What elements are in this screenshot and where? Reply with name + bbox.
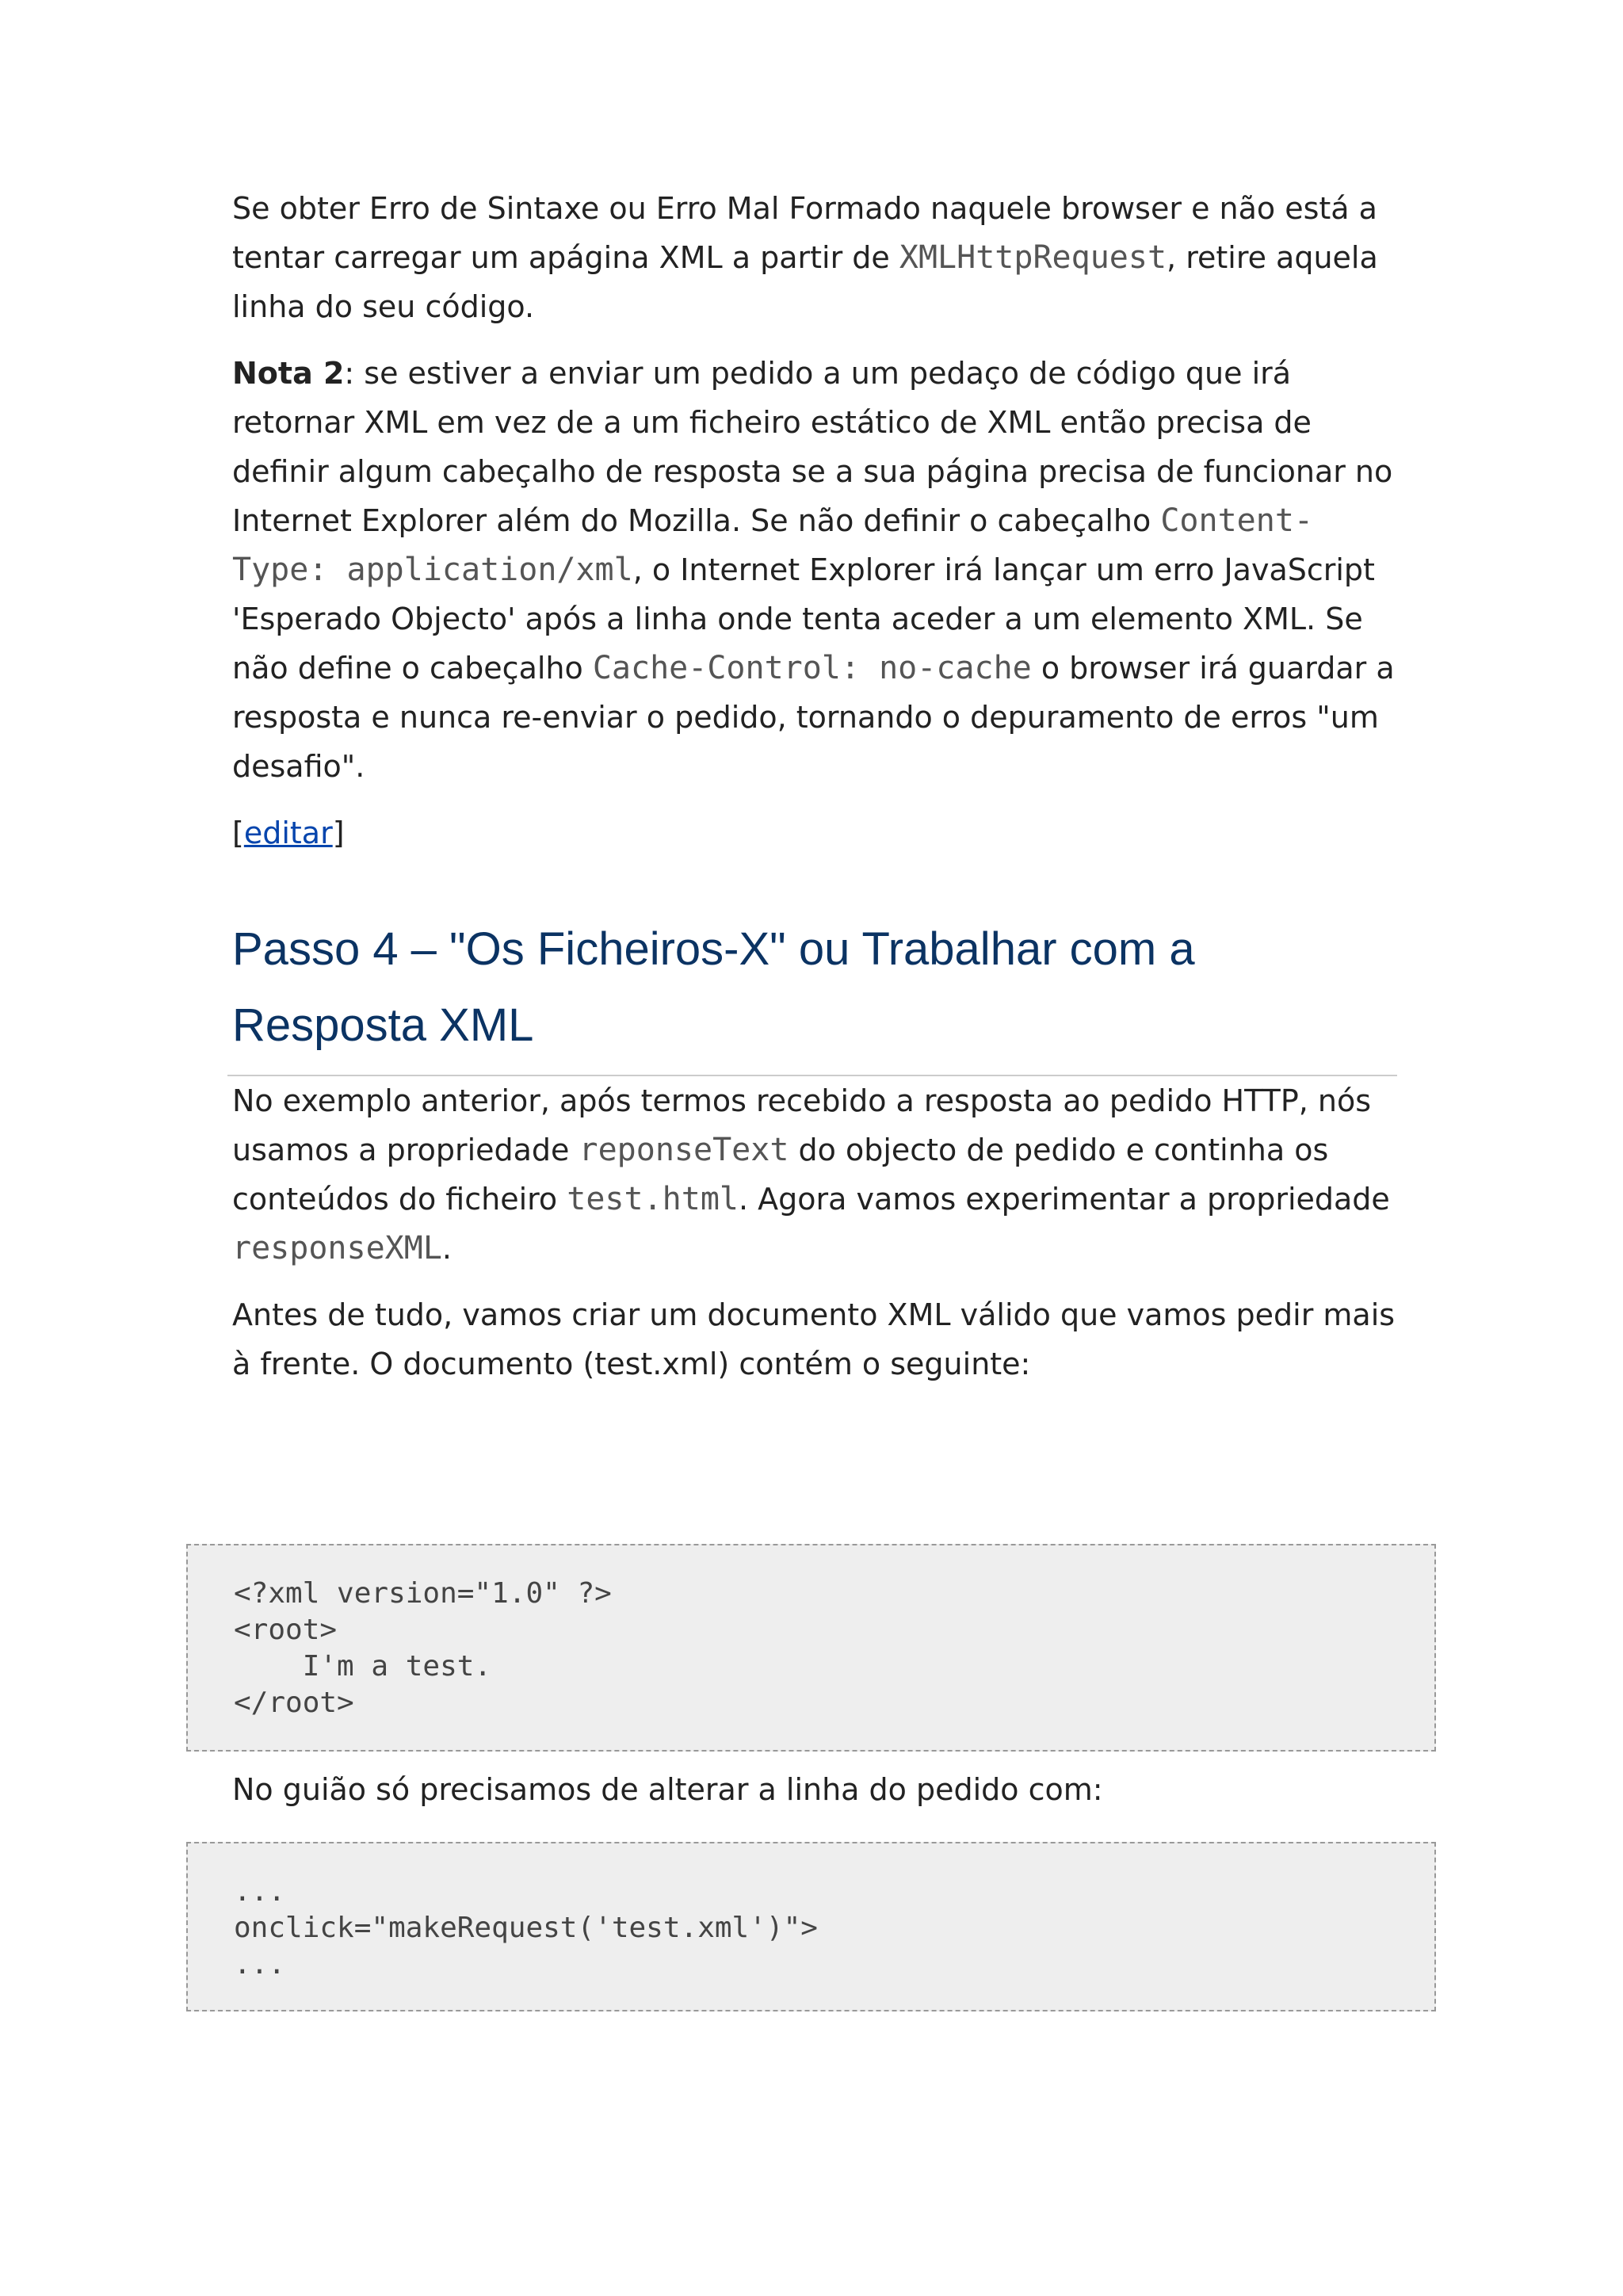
paragraph-text: Se obter Erro de Sintaxe ou Erro Mal Formado naquele browser e não está a tentar carregar um apágina XML a partir de xyxy=(232,191,1377,275)
paragraph-text: , o Internet Explorer irá lançar um erro JavaScript 'Esperado Objecto' após a linha onde tenta aceder a um elemento XML. Se não define o cabeçalho xyxy=(232,552,1375,686)
inline-code: responseXML xyxy=(232,1230,442,1266)
paragraph-create-xml: Antes de tudo, vamos criar um documento XML válido que vamos pedir mais à frente. O documento (test.xml) contém o seguinte: xyxy=(232,1297,1396,1381)
article-content xyxy=(232,184,1397,1406)
edit-link[interactable]: editar xyxy=(243,816,333,850)
note-label: Nota 2 xyxy=(232,356,345,391)
section-heading: Passo 4 – "Os Ficheiros-X" ou Trabalhar com a Resposta XML xyxy=(227,911,1397,1076)
paragraph-syntax-error xyxy=(232,184,1397,331)
paragraph-script-change: No guião só precisamos de alterar a linha do pedido com: xyxy=(232,1772,1103,1807)
paragraph-text: . Agora vamos experimentar a propriedade xyxy=(739,1182,1390,1217)
xml-code-block: <?xml version="1.0" ?> <root> I'm a test. </root> xyxy=(186,1544,1436,1752)
inline-code: test.html xyxy=(567,1181,739,1217)
bracket-open: [ xyxy=(232,816,244,850)
paragraph-text: o browser irá guardar a resposta e nunca re-enviar o pedido, tornando o depuramento de erros "um desafio". xyxy=(232,651,1395,784)
paragraph-note-2 xyxy=(232,349,1397,791)
inline-code: XMLHttpRequest xyxy=(899,239,1167,276)
paragraph-text: . xyxy=(441,1231,452,1266)
request-code-block: ... onclick="makeRequest('test.xml')"> ... xyxy=(186,1842,1436,2011)
paragraph-text: No exemplo anterior, após termos recebido a resposta ao pedido HTTP, nós usamos a propriedade xyxy=(232,1083,1372,1167)
paragraph-text: , retire aquela linha do seu código. xyxy=(232,240,1378,324)
inline-code: reponseText xyxy=(579,1132,789,1168)
edit-section xyxy=(232,808,1397,858)
inline-code: Cache-Control: no-cache xyxy=(592,650,1032,686)
paragraph-text: do objecto de pedido e continha os conteúdos do ficheiro xyxy=(232,1133,1329,1217)
paragraph-previous-example xyxy=(232,1076,1397,1273)
inline-code: Content-Type: application/xml xyxy=(232,502,1313,588)
paragraph-text: : se estiver a enviar um pedido a um pedaço de código que irá retornar XML em vez de a um ficheiro estático de XML então precisa de definir algum cabeçalho de resposta se a sua página precisa de funcionar no Internet Explorer além do Mozilla. Se não definir o cabeçalho xyxy=(232,356,1393,538)
bracket-close: ] xyxy=(332,816,345,850)
